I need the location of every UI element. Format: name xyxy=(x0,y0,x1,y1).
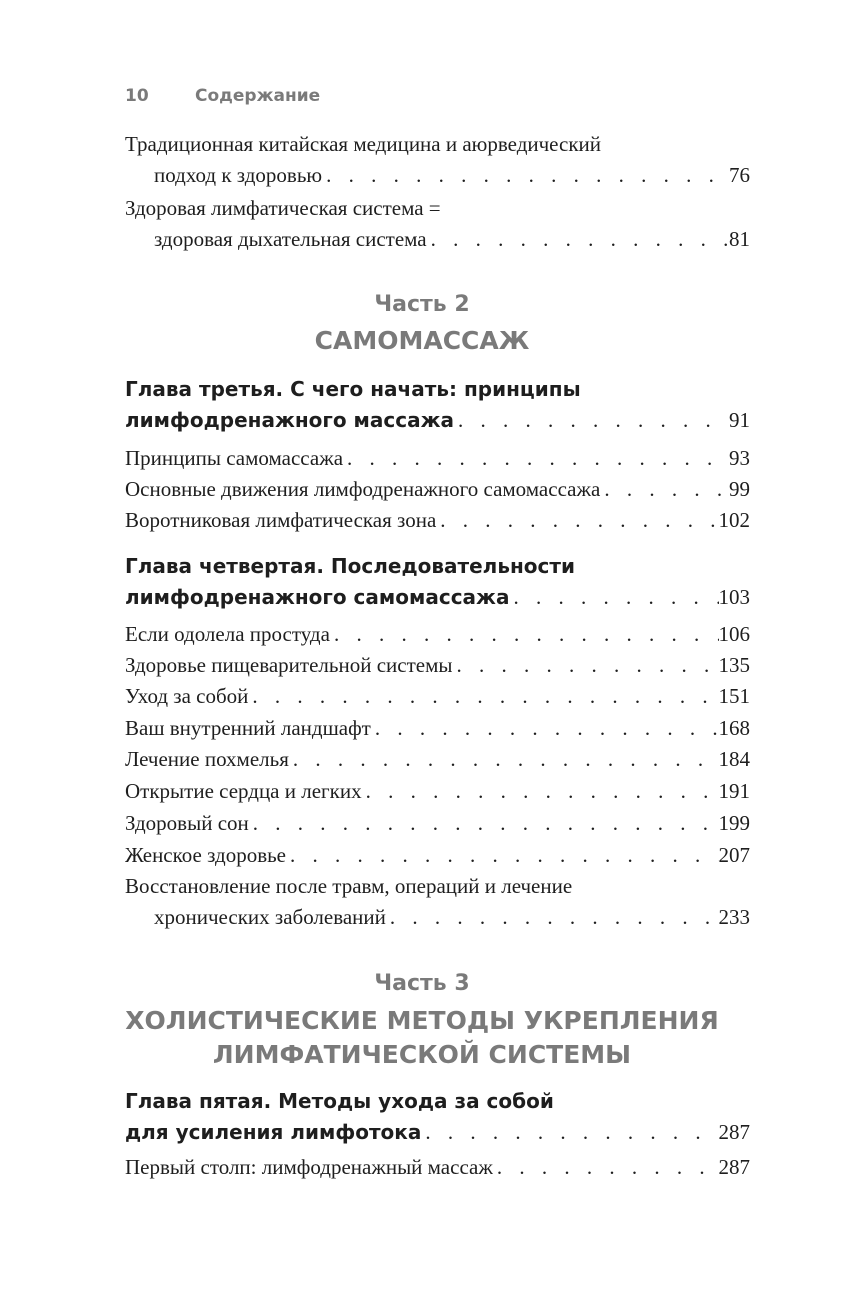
dot-leader xyxy=(343,443,729,474)
toc-entry[interactable] xyxy=(125,1152,750,1183)
dot-leader xyxy=(452,650,718,681)
toc-entry-title: Воротниковая лимфатическая зона xyxy=(125,508,437,532)
toc-entry-title: Здоровье пищеварительной системы xyxy=(125,653,453,677)
page-number: 10 xyxy=(125,86,149,106)
toc-entry[interactable] xyxy=(125,129,750,191)
toc-entry-page: 81 xyxy=(729,227,750,251)
chapter-page: 91 xyxy=(729,408,750,432)
dot-leader xyxy=(421,1117,718,1148)
toc-entry-page: 207 xyxy=(718,843,750,867)
toc-entry-page: 106 xyxy=(718,622,750,646)
dot-leader xyxy=(436,505,718,536)
toc-entry-line1: Традиционная китайская медицина и аюрведический xyxy=(125,132,602,156)
toc-entry-title: здоровая дыхательная система xyxy=(154,227,427,251)
dot-leader xyxy=(454,405,729,436)
part-2-label: Часть 2 xyxy=(374,292,470,317)
toc-entry-page: 102 xyxy=(718,508,750,532)
toc-entry[interactable] xyxy=(125,681,750,712)
toc-entry[interactable] xyxy=(125,193,750,255)
part-3-title-line2: ЛИМФАТИЧЕСКОЙ СИСТЕМЫ xyxy=(212,1040,632,1069)
dot-leader xyxy=(600,474,729,505)
toc-entry-title: Принципы самомассажа xyxy=(125,446,344,470)
chapter-5-entry[interactable] xyxy=(125,1086,750,1148)
dot-leader xyxy=(330,619,719,650)
toc-entry-page: 151 xyxy=(718,684,750,708)
chapter-title: для усиления лимфотока xyxy=(125,1120,422,1144)
toc-entry-page: 191 xyxy=(718,779,750,803)
toc-entry[interactable] xyxy=(125,474,750,505)
dot-leader xyxy=(386,902,719,933)
dot-leader xyxy=(427,224,729,255)
toc-entry-line1: Восстановление после травм, операций и лечение xyxy=(125,874,573,898)
dot-leader xyxy=(322,160,729,191)
toc-entry-title: подход к здоровью xyxy=(154,163,323,187)
toc-entry-page: 287 xyxy=(718,1155,750,1179)
part-2-title: САМОМАССАЖ xyxy=(314,326,530,355)
chapter-line1: Глава пятая. Методы ухода за собой xyxy=(125,1089,554,1113)
chapter-3-entry[interactable] xyxy=(125,374,750,436)
toc-entry[interactable] xyxy=(125,443,750,474)
toc-entry-page: 99 xyxy=(729,477,750,501)
toc-entry[interactable] xyxy=(125,840,750,871)
toc-entry-title: Открытие сердца и легких xyxy=(125,779,362,803)
toc-entry-page: 233 xyxy=(718,905,750,929)
toc-entry-line1: Здоровая лимфатическая система = xyxy=(125,196,441,220)
dot-leader xyxy=(362,776,719,807)
chapter-title: лимфодренажного массажа xyxy=(125,408,455,432)
chapter-4-entry[interactable] xyxy=(125,551,750,613)
toc-entry[interactable] xyxy=(125,650,750,681)
section-title: Содержание xyxy=(195,86,321,106)
toc-entry-title: Уход за собой xyxy=(125,684,249,708)
toc-entry[interactable] xyxy=(125,808,750,839)
dot-leader xyxy=(493,1152,719,1183)
part-3-title-line1: ХОЛИСТИЧЕСКИЕ МЕТОДЫ УКРЕПЛЕНИЯ xyxy=(125,1006,719,1035)
dot-leader xyxy=(371,713,719,744)
part-3-label: Часть 3 xyxy=(374,971,470,996)
chapter-line1: Глава третья. С чего начать: принципы xyxy=(125,377,581,401)
dot-leader xyxy=(249,808,719,839)
toc-entry-page: 168 xyxy=(718,716,750,740)
toc-entry-title: Лечение похмелья xyxy=(125,747,289,771)
running-head xyxy=(125,86,320,106)
toc-entry-title: Основные движения лимфодренажного самомассажа xyxy=(125,477,601,501)
dot-leader xyxy=(289,744,719,775)
toc-entry-title: хронических заболеваний xyxy=(154,905,386,929)
chapter-line1: Глава четвертая. Последовательности xyxy=(125,554,575,578)
toc-entry-page: 199 xyxy=(718,811,750,835)
toc-entry[interactable] xyxy=(125,713,750,744)
toc-entry[interactable] xyxy=(125,619,750,650)
toc-entry-page: 93 xyxy=(729,446,750,470)
toc-entry[interactable] xyxy=(125,744,750,775)
toc-entry-page: 76 xyxy=(729,163,750,187)
toc-entry[interactable] xyxy=(125,776,750,807)
chapter-title: лимфодренажного самомассажа xyxy=(125,585,510,609)
chapter-page: 103 xyxy=(718,585,750,609)
dot-leader xyxy=(509,582,718,613)
toc-entry-title: Здоровый сон xyxy=(125,811,249,835)
toc-entry[interactable] xyxy=(125,871,750,933)
dot-leader xyxy=(248,681,718,712)
toc-entry-title: Женское здоровье xyxy=(125,843,287,867)
toc-entry-title: Ваш внутренний ландшафт xyxy=(125,716,371,740)
toc-entry-page: 184 xyxy=(718,747,750,771)
toc-entry-page: 135 xyxy=(718,653,750,677)
toc-entry[interactable] xyxy=(125,505,750,536)
dot-leader xyxy=(286,840,718,871)
toc-entry-title: Если одолела простуда xyxy=(125,622,330,646)
toc-entry-title: Первый столп: лимфодренажный массаж xyxy=(125,1155,493,1179)
chapter-page: 287 xyxy=(718,1120,750,1144)
